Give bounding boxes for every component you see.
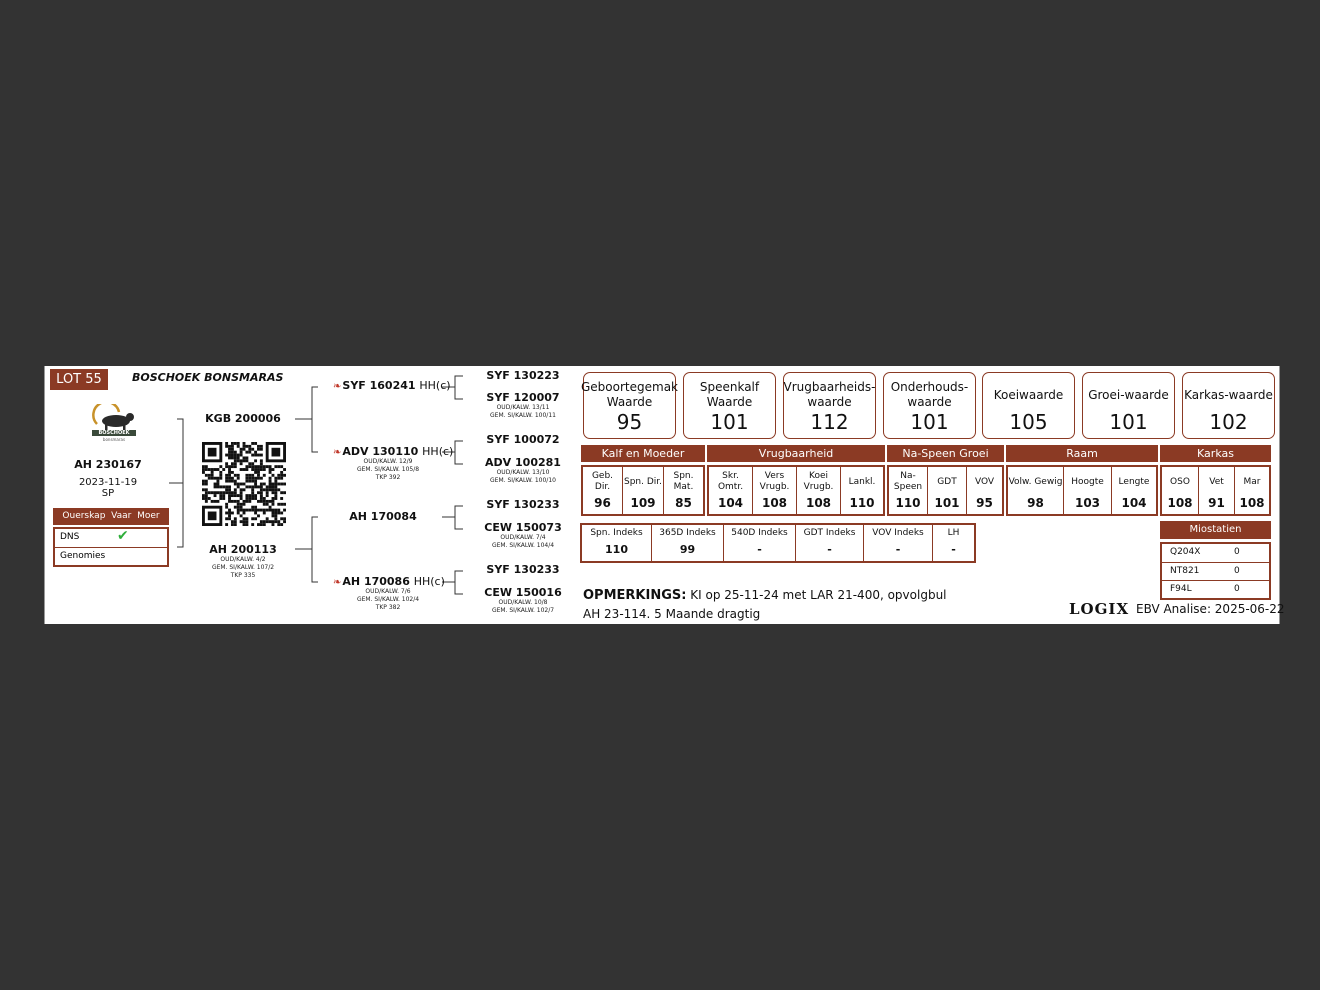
ebv-cell [1235, 467, 1269, 514]
animal-id: AH 230167 [74, 458, 142, 471]
logo-text: BOSCHOEK [98, 430, 130, 436]
sire-dam-hh: HH(c) [422, 445, 454, 458]
gg-ssd-info-1: OUD/KALW. 13/11 [496, 404, 550, 411]
gg-ddd-info-1: OUD/KALW. 10/8 [498, 599, 548, 606]
genetic-marker-icon: ❧ [333, 381, 342, 392]
value-card-geboortegemak [583, 372, 676, 439]
value-card-value: 102 [1209, 410, 1248, 434]
ebv-value: 110 [849, 496, 875, 510]
ebv-value: 98 [1027, 496, 1044, 510]
dam-dam-id: AH 170086 [342, 575, 410, 588]
index-cell [933, 525, 974, 561]
ownership-label: DNS [60, 532, 80, 542]
gg-sds: SYF 100072 [486, 433, 560, 446]
miostatien-table [1160, 542, 1271, 600]
animal-code: SP [101, 488, 115, 499]
index-cell [582, 525, 652, 561]
gg-ddd [473, 586, 573, 615]
value-card-label: Groei-waarde [1088, 387, 1169, 402]
ebv-cell [1008, 467, 1064, 514]
sire-id: KGB 200006 [205, 412, 281, 425]
group-table-karkas [1160, 465, 1271, 516]
group-table-vrugbaarheid [707, 465, 885, 516]
ownership-label: Genomies [60, 551, 106, 561]
ebv-value: 91 [1208, 496, 1225, 510]
logo-subtext: bonsmaras [102, 437, 126, 442]
ebv-header: Koei Vrugb. [803, 471, 834, 492]
gg-ssd [473, 391, 573, 420]
ebv-cell [583, 467, 623, 514]
group-table-na-speen-groei [887, 465, 1004, 516]
ebv-value: 108 [1167, 496, 1193, 510]
ebv-cell [1199, 467, 1235, 514]
dam-dam-hh: HH(c) [413, 575, 445, 588]
miostatien-key: NT821 [1170, 566, 1200, 576]
index-header: Spn. Indeks [590, 528, 643, 538]
gg-ddd-info-2: GEM. SI/KALW. 102/7 [491, 607, 555, 614]
ebv-cell [797, 467, 841, 514]
group-table-raam [1006, 465, 1158, 516]
ebv-header: Lengte [1118, 476, 1150, 487]
ownership-header-3: Moer [137, 511, 160, 521]
value-card-value: 105 [1009, 410, 1048, 434]
index-value: - [951, 543, 956, 556]
group-table-kalf-en-moeder [581, 465, 705, 516]
ebv-header: Geb. Dir. [591, 471, 614, 492]
index-value: 110 [605, 543, 628, 556]
index-cell [796, 525, 864, 561]
value-card-value: 101 [1109, 410, 1148, 434]
index-header: 540D Indeks [731, 528, 788, 538]
animal-dob: 2023-11-19 [78, 477, 138, 488]
dam-dam-info-2: GEM. SI/KALW. 102/4 [356, 596, 420, 603]
notes-text: KI op 25-11-24 met LAR 21-400, opvolgbul AH 23-114. 5 Maande dragtig [583, 588, 947, 621]
gg-dsd [473, 521, 573, 550]
sire-dam-id: ADV 130110 [342, 445, 419, 458]
sire-sire-id: SYF 160241 [342, 379, 416, 392]
ownership-header-1: Ouerskap [62, 511, 106, 521]
gg-dss: SYF 130233 [486, 498, 560, 511]
ebv-cell [889, 467, 928, 514]
ebv-value: 109 [630, 496, 656, 510]
index-value: - [757, 543, 762, 556]
ebv-header: Na-Speen [893, 471, 923, 492]
ebv-value: 85 [675, 496, 692, 510]
miostatien-row [1162, 544, 1269, 562]
value-card-label: Onderhouds-waarde [890, 380, 969, 409]
miostatien-header: Miostatien [1160, 521, 1271, 539]
miostatien-key: Q204X [1170, 547, 1201, 557]
index-header: 365D Indeks [659, 528, 716, 538]
gg-sdd-info-2: GEM. SI/KALW. 100/10 [490, 477, 556, 484]
ebv-cell [1064, 467, 1112, 514]
ebv-header: Mar [1243, 476, 1261, 487]
ebv-analysis-date: EBV Analise: 2025-06-22 [1136, 602, 1285, 616]
miostatien-row [1162, 580, 1269, 598]
dam-info-1: OUD/KALW. 4/2 [220, 556, 266, 563]
ebv-value: 108 [761, 496, 788, 510]
gg-ssd-id: SYF 120007 [486, 391, 560, 404]
gg-sdd-id: ADV 100281 [485, 456, 561, 469]
ebv-cell [1112, 467, 1156, 514]
ebv-cell [664, 467, 703, 514]
ebv-header: Vet [1209, 476, 1224, 487]
value-card-groei [1082, 372, 1175, 439]
index-cell [652, 525, 724, 561]
ebv-header: VOV [974, 476, 995, 487]
sire-sire [333, 379, 451, 392]
value-card-onderhouds [883, 372, 976, 439]
value-card-karkas [1182, 372, 1275, 439]
value-card-label: Speenkalf Waarde [699, 380, 760, 409]
group-header-kalf-en-moeder: Kalf en Moeder [581, 445, 705, 462]
index-value: - [895, 543, 901, 556]
value-card-value: 112 [810, 410, 849, 434]
ebv-value: 108 [1239, 496, 1265, 510]
miostatien-value: 0 [1234, 547, 1240, 557]
ebv-cell [623, 467, 664, 514]
farm-name: BOSCHOEK BONSMARAS [132, 371, 284, 384]
ebv-value: 110 [895, 496, 921, 510]
sire-dam-info-2: GEM. SI/KALW. 105/8 [356, 466, 420, 473]
ebv-value: 103 [1074, 496, 1101, 510]
ebv-cell [841, 467, 883, 514]
lot-card [44, 366, 1285, 624]
ebv-header: OSO [1170, 476, 1190, 487]
value-card-speenkalf [683, 372, 776, 439]
value-card-koeiwaarde [982, 372, 1075, 439]
index-header: VOV Indeks [872, 528, 924, 538]
value-card-vrugbaarheid [783, 372, 876, 439]
gg-sdd-info-1: OUD/KALW. 13/10 [496, 469, 550, 476]
value-card-value: 101 [710, 410, 749, 434]
sire-dam-info-3: TKP 392 [375, 474, 401, 481]
ebv-header: Hoogte [1071, 476, 1104, 487]
miostatien-value: 0 [1234, 584, 1240, 594]
gg-dsd-info-1: OUD/KALW. 7/4 [500, 534, 546, 541]
index-value: 99 [679, 543, 696, 556]
index-value: - [827, 543, 832, 556]
check-icon: ✔ [117, 528, 129, 544]
value-card-value: 95 [616, 410, 643, 434]
ebv-value: 104 [1121, 496, 1147, 510]
ebv-header: Volw. Gewig [1008, 476, 1063, 487]
value-card-label: Koeiwaarde [993, 387, 1064, 402]
value-card-value: 101 [910, 410, 949, 434]
index-header: GDT Indeks [803, 528, 856, 538]
gg-ssd-info-2: GEM. SI/KALW. 100/11 [490, 412, 556, 419]
dam-block [193, 543, 293, 580]
sire-dam [333, 445, 454, 482]
value-card-label: Geboortegemak Waarde [581, 380, 678, 409]
logix-logo: LOGIX [1069, 600, 1130, 618]
ebv-header: GDT [937, 476, 957, 487]
value-card-label: Vrugbaarheids-waarde [783, 380, 876, 409]
group-header-na-speen-groei: Na-Speen Groei [887, 445, 1004, 462]
sire-dam-info-1: OUD/KALW. 12/9 [363, 458, 413, 465]
ebv-header: Spn. Dir. [623, 476, 663, 487]
miostatien-value: 0 [1234, 566, 1240, 576]
genetic-marker-icon: ❧ [333, 577, 342, 588]
lot-badge: LOT 55 [50, 369, 108, 390]
ebv-header: Spn. Mat. [673, 471, 694, 492]
ebv-value: 96 [594, 496, 611, 510]
group-header-vrugbaarheid: Vrugbaarheid [707, 445, 885, 462]
dam-dam-info-1: OUD/KALW. 7/6 [365, 588, 411, 595]
dam-dam [333, 575, 443, 612]
group-header-raam: Raam [1006, 445, 1158, 462]
gg-sss: SYF 130223 [486, 369, 560, 382]
value-card-label: Karkas-waarde [1184, 387, 1273, 402]
ebv-cell [967, 467, 1002, 514]
ebv-header: Skr. Omtr. [717, 471, 744, 492]
dam-id: AH 200113 [209, 543, 277, 556]
dam-info-3: TKP 335 [230, 572, 256, 579]
dam-dam-info-3: TKP 382 [375, 604, 401, 611]
ebv-header: Vers Vrugb. [759, 471, 790, 492]
indices-table [580, 523, 976, 563]
index-header: LH [947, 528, 960, 538]
notes-title: OPMERKINGS: [583, 588, 687, 603]
gg-dsd-id: CEW 150073 [484, 521, 562, 534]
ebv-value: 101 [934, 496, 960, 510]
notes [583, 586, 953, 623]
group-header-karkas: Karkas [1160, 445, 1271, 462]
genetic-marker-icon: ❧ [333, 447, 342, 458]
gg-dsd-info-2: GEM. SI/KALW. 104/4 [491, 542, 555, 549]
gg-dds: SYF 130233 [486, 563, 560, 576]
ownership-header-2: Vaar [111, 511, 132, 521]
ebv-value: 108 [805, 496, 832, 510]
miostatien-key: F94L [1170, 584, 1192, 594]
miostatien-row [1162, 562, 1269, 580]
gg-ddd-id: CEW 150016 [484, 586, 562, 599]
ebv-cell [709, 467, 753, 514]
dam-info-2: GEM. SI/KALW. 107/2 [211, 564, 275, 571]
ebv-value: 95 [976, 496, 993, 510]
index-cell [864, 525, 933, 561]
ebv-header: Lankl. [848, 476, 876, 487]
ebv-cell [753, 467, 797, 514]
dam-sire-id: AH 170084 [349, 510, 417, 523]
ebv-cell [928, 467, 967, 514]
ebv-cell [1162, 467, 1199, 514]
index-cell [724, 525, 796, 561]
sire-sire-hh: HH(c) [419, 379, 451, 392]
gg-sdd [473, 456, 573, 485]
ebv-value: 104 [717, 496, 744, 510]
